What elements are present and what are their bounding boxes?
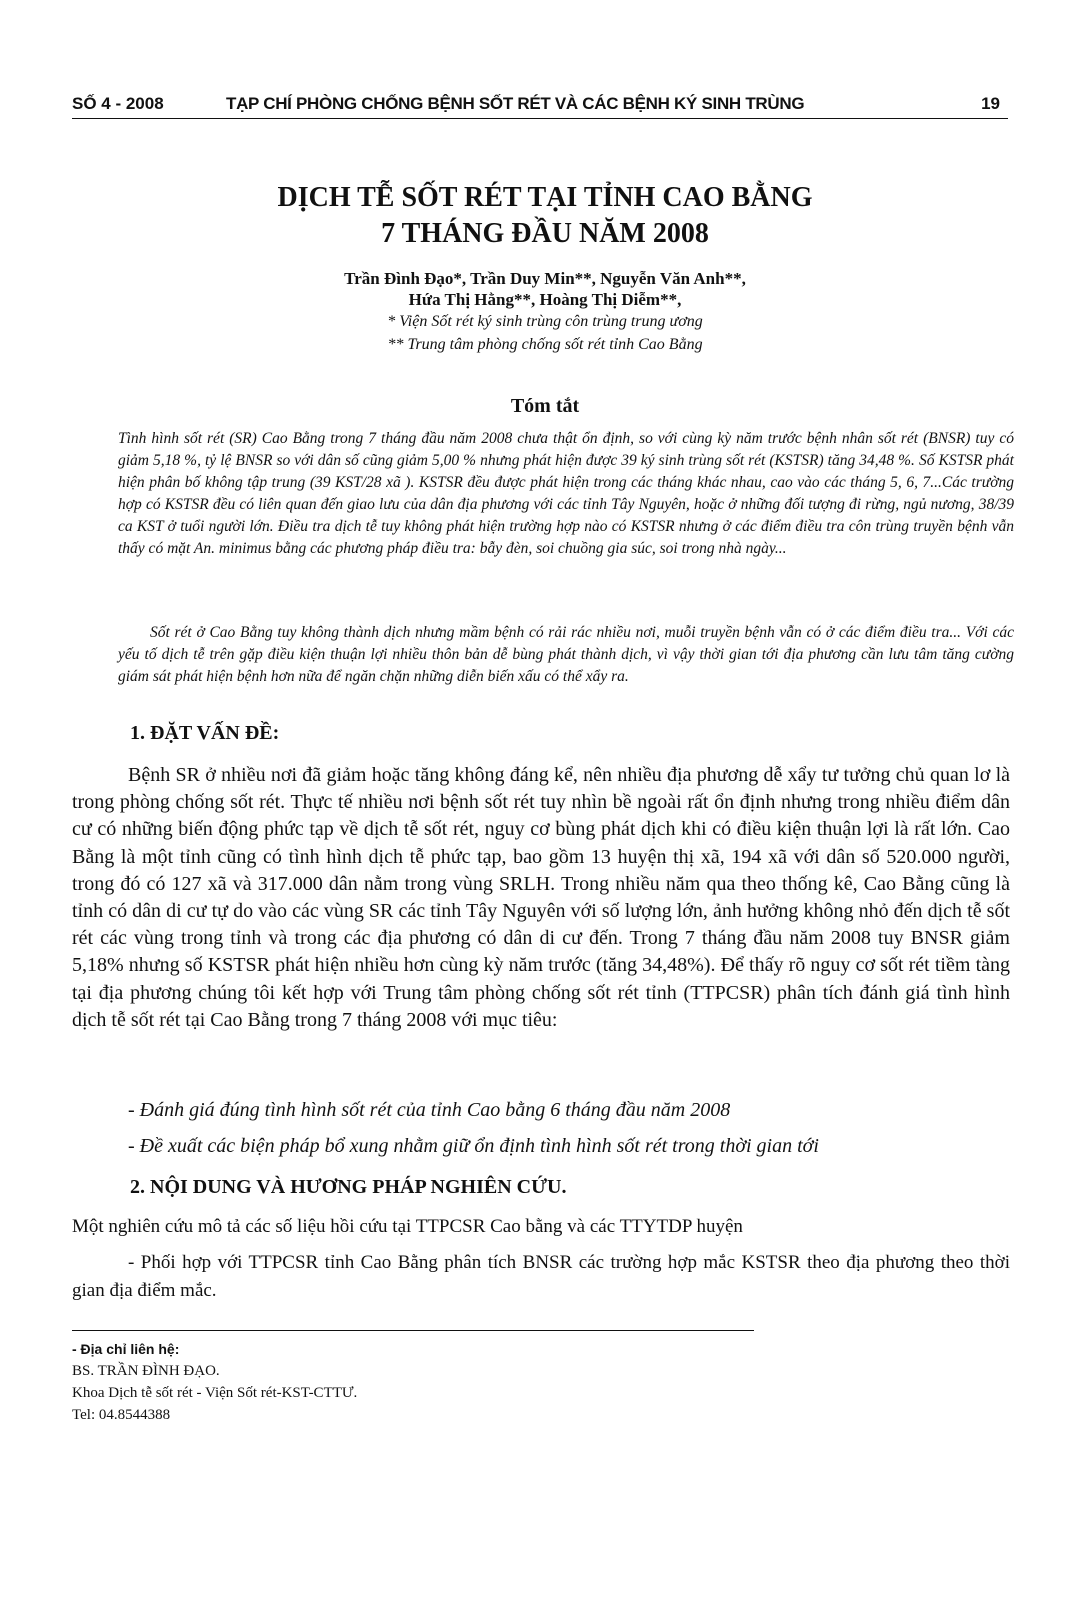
contact-label: - Địa chỉ liên hệ: [72,1341,180,1357]
abstract-paragraph-1: Tình hình sốt rét (SR) Cao Bằng trong 7 tháng đầu năm 2008 chưa thật ổn định, so với cùng kỳ năm trước bệnh nhân sốt rét (BNSR) tuy có giảm 5,18 %, tỷ lệ BNSR so với dân số cũng giảm 5,00 % nhưng phát hiện được 39 ký sinh trùng sốt rét (KSTSR) tăng 34,48 %. Số KSTSR phát hiện phân bố không tập trung (39 KST/28 xã ). KSTSR đều được phát hiện trong các tháng khác nhau, cao vào các tháng 5, 6, 7...Các trường hợp có KSTSR đều có liên quan đến giao lưu của dân địa phương với các tỉnh Tây Nguyên, hoặc ở những đối tượng đi rừng, ngủ nương, 38/39 ca KST ở tuổi người lớn. Điều tra dịch tễ tuy không phát hiện trường hợp nào có KSTSR nhưng ở các điểm điều tra côn trùng truyền bệnh vẫn thấy có mặt An. minimus bằng các phương pháp điều tra: bẫy đèn, soi chuồng gia súc, soi trong nhà ngày... [118,430,1014,557]
issue-number: SỐ 4 - 2008 [72,94,164,113]
section-1-heading: 1. ĐẶT VẤN ĐỀ: [130,722,280,744]
objectives-list [128,1092,819,1164]
article-title-line-1: DỊCH TỄ SỐT RÉT TẠI TỈNH CAO BẰNG [277,182,813,213]
section-2-heading: 2. NỘI DUNG VÀ HƯƠNG PHÁP NGHIÊN CỨU. [130,1176,567,1198]
abstract-heading: Tóm tắt [510,395,580,417]
author-list [0,268,1090,310]
author-line-2: Hứa Thị Hằng**, Hoàng Thị Diễm**, [408,290,682,309]
article-title-line-2: 7 THÁNG ĐẦU NĂM 2008 [381,218,709,249]
section-1-paragraph: Bệnh SR ở nhiều nơi đã giảm hoặc tăng không đáng kể, nên nhiều địa phương dễ xẩy tư tưởng chủ quan lơ là trong phòng chống sốt rét. Thực tế nhiều nơi bệnh sốt rét tuy nhìn bề ngoài rất ổn định nhưng trong nhiều điểm dân cư có những biến động phức tạp về dịch tễ sốt rét, nguy cơ bùng phát dịch khi có điều kiện thuận lợi là rất lớn. Cao Bằng là một tỉnh cũng có tình hình dịch tễ phức tạp, bao gồm 13 huyện thị xã, 194 xã với dân số 520.000 người, trong đó có 127 xã và 317.000 dân nằm trong vùng SRLH. Trong nhiều năm qua theo thống kê, Cao Bằng cũng là tỉnh có dân di cư tự do vào các vùng SR các tỉnh Tây Nguyên với số lượng lớn, ảnh hưởng không nhỏ đến dịch tễ sốt rét các vùng trong tỉnh và trong các địa phương có dân di cư đến. Trong 7 tháng đầu năm 2008 tuy BNSR giảm 5,18% nhưng số KSTSR phát hiện nhiều hơn cùng kỳ năm trước (tăng 34,48%). Để thấy rõ nguy cơ sốt rét tiềm tàng tại địa phương chúng tôi kết hợp với Trung tâm phòng chống sốt rét tỉnh (TTPCSR) phân tích đánh giá tình hình dịch tễ sốt rét tại Cao Bằng trong 7 tháng 2008 với mục tiêu: [72,764,1010,1031]
objective-item: - Đề xuất các biện pháp bổ xung nhằm giữ ổn định tình hình sốt rét trong thời gian tới [128,1135,819,1157]
section-2-paragraph-1: Một nghiên cứu mô tả các số liệu hồi cứu tại TTPCSR Cao bằng và các TTYTDP huyện [72,1216,743,1237]
author-line-1: Trần Đình Đạo*, Trần Duy Min**, Nguyễn Văn Anh**, [344,269,746,288]
abstract-paragraph-2: Sốt rét ở Cao Bằng tuy không thành dịch nhưng mầm bệnh có rải rác nhiều nơi, muỗi truyền bệnh vẫn có ở các điểm điều tra... Với các yếu tố dịch tễ trên gặp điều kiện thuận lợi nhiều thôn bản dễ bùng phát thành dịch, vì vậy thời gian tới địa phương cần lưu tâm tăng cường giám sát phát hiện bệnh hơn nữa để ngăn chặn những diễn biến xấu có thể xẩy ra. [118,624,1014,685]
contact-name: BS. TRẦN ĐÌNH ĐẠO. [72,1363,220,1379]
contact-footnote [72,1338,357,1426]
article-title [0,180,1090,252]
section-2-paragraph-2: - Phối hợp với TTPCSR tỉnh Cao Bằng phân tích BNSR các trường hợp mắc KSTSR theo địa phương theo thời gian địa điểm mắc. [72,1252,1010,1301]
affiliation-2: ** Trung tâm phòng chống sốt rét tỉnh Cao Bằng [387,336,703,353]
running-header [72,94,1008,119]
page-number: 19 [981,94,1000,113]
contact-department: Khoa Dịch tễ sốt rét - Viện Sốt rét-KST-CTTƯ. [72,1385,358,1401]
affiliations [0,310,1090,356]
affiliation-1: * Viện Sốt rét ký sinh trùng côn trùng trung ương [387,313,703,330]
journal-title: TẠP CHÍ PHÒNG CHỐNG BỆNH SỐT RÉT VÀ CÁC BỆNH KÝ SINH TRÙNG [226,94,805,113]
footnote-divider [72,1330,754,1331]
objective-item: - Đánh giá đúng tình hình sốt rét của tỉnh Cao bằng 6 tháng đầu năm 2008 [128,1099,731,1121]
contact-phone: Tel: 04.8544388 [72,1407,171,1423]
